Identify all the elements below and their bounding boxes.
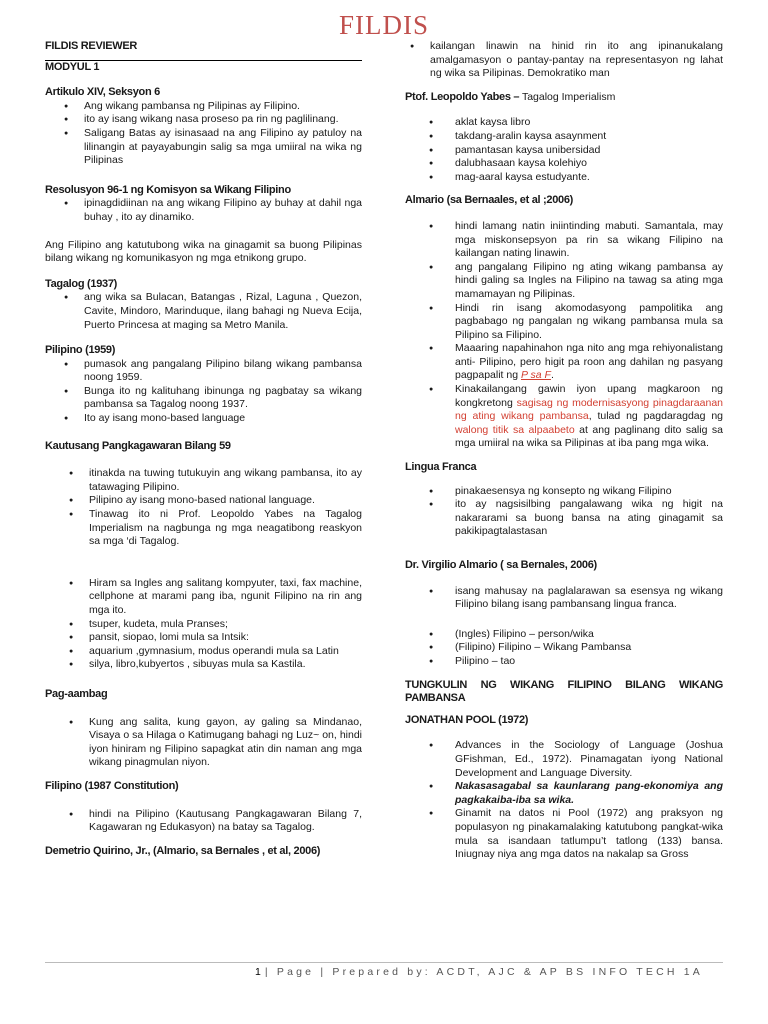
page-footer (255, 966, 703, 978)
list-item: ● itinakda na tuwing tutukuyin ang wikang pambansa, ito ay tatawaging Pilipino. (45, 467, 362, 494)
list-item: ● hindi na Pilipino (Kautusang Pangkagawaran Bilang 7, Kagawaran ng Edukasyon) na batay sa Tagalog. (45, 808, 362, 835)
bullet-list (45, 467, 362, 549)
list-item: ● aquarium ,gymnasium, modus operandi mula sa Latin (45, 645, 362, 659)
bullet-list (405, 40, 723, 81)
bullet-list (45, 808, 362, 835)
section-heading-yabes (405, 91, 723, 105)
bullet-list (405, 485, 723, 539)
list-item: ● silya, libro,kubyertos , sibuyas mula sa Kastila. (45, 658, 362, 672)
modyul-heading: MODYUL 1 (45, 60, 100, 73)
list-item: ● pinakaesensya ng konsepto ng wikang Filipino (405, 485, 723, 499)
list-item: ● ang wika sa Bulacan, Batangas , Rizal, Laguna , Quezon, Cavite, Mindoro, Marinduque, ilang bahagi ng Nueva Ecija, Puerto Princesa at maging sa Metro Manila. (45, 291, 362, 332)
list-item: ● Kung ang salita, kung gayon, ay galing sa Mindanao, Visaya o sa Hilaga o Katimugang bahagi ng Luz~ on, hindi iyon hiniram ng Filipino sapagkat atin din naman ang mga wikang pinagmulan niyon. (45, 716, 362, 770)
list-item: ● ipinagdidiinan na ang wikang Filipino ay buhay at dahil nga buhay , ito ay dinamiko. (45, 197, 362, 224)
page-title: FILDIS (338, 10, 429, 40)
bullet-list (45, 358, 362, 426)
list-item: ● Ginamit na datos ni Pool (1972) ang praksyon ng populasyon ng pinakamalaking katutubong pangkat-wika mula sa isandaan tatlumpu’t tatlong (133) bansa. Iniugnay niya ang mga datos na nakalap sa Gross (405, 807, 723, 861)
footer-text: | Page | Prepared by: ACDT, AJC & AP BS INFO TECH 1A (264, 966, 704, 978)
page-number: 1 (255, 966, 261, 978)
bullet-list (45, 100, 362, 168)
list-item: ● isang mahusay na paglalarawan sa esensya ng wikang Filipino bilang isang pambansang lingua franca. (405, 585, 723, 612)
list-item: ● pamantasan kaysa unibersidad (405, 144, 723, 158)
text-run: . (550, 369, 554, 382)
list-item: ● Advances in the Sociology of Language (Joshua GFishman, Ed., 1972). Pinamagatan iyong National Development and Language Diversity. (405, 739, 723, 780)
list-item: ● pumasok ang pangalang Pilipino bilang wikang pambansa noong 1959. (45, 358, 362, 385)
text-run: , tulad ng pagdaragdag ng (588, 410, 724, 423)
section-heading: JONATHAN POOL (1972) (405, 713, 529, 726)
list-item: ● mag-aaral kaysa estudyante. (405, 171, 723, 185)
list-item: ● kailangan linawin na hinid rin ito ang ipinanukalang amalgamasyon o pantay-pantay na representasyon ng lahat ng wika sa Pilipinas. Demokratiko man (405, 40, 723, 81)
section-heading: Resolusyon 96-1 ng Komisyon sa Wikang Filipino (45, 183, 291, 196)
list-item: ● ito ay nagsisilbing pangalawang wika ng higit na nakararami sa buong bansa na ating ginagamit sa pakikipagtalastasan (405, 498, 723, 539)
bullet-list (45, 577, 362, 672)
bullet-list (45, 197, 362, 224)
list-item: ● Pilipino – tao (405, 655, 723, 669)
list-item: ● Ito ay isang mono-based language (45, 412, 362, 426)
highlight-text: sagisag ng modernisasyong pinagdaraanan ng ating wikang pambansa (455, 396, 723, 423)
list-item: ● aklat kaysa libro (405, 116, 723, 130)
list-item: ● Saligang Batas ay isinasaad na ang Filipino ay patuloy na lilinangin at payayabungin salig sa mga umiiral na wika ng Pilipinas (45, 127, 362, 168)
text-run: at ang paglinang dito salig sa mga umiiral na wika sa Pilipinas at iba pang mga wika. (455, 423, 723, 450)
bullet-list (405, 116, 723, 184)
section-heading: Almario (sa Bernaales, et al ;2006) (405, 194, 574, 207)
list-item: ● Nakasasagabal sa kaunlarang pang-ekonomiya ang pagkakaiba-iba sa wika. (405, 780, 723, 807)
bullet-list (405, 628, 723, 669)
list-item: ● ito ay isang wikang nasa proseso pa rin ng paglilinang. (45, 113, 362, 127)
list-item: ● dalubhasaan kaysa kolehiyo (405, 157, 723, 171)
list-item: ● Ang wikang pambansa ng Pilipinas ay Filipino. (45, 100, 362, 114)
section-heading: Pilipino (1959) (45, 344, 116, 357)
bullet-list (405, 585, 723, 612)
list-item: ● pansit, siopao, lomi mula sa Intsik: (45, 631, 362, 645)
footer-divider (45, 962, 723, 963)
section-heading: Tagalog (1937) (45, 277, 118, 290)
highlight-text: walong titik sa alpaabeto (455, 423, 575, 436)
list-item: ● Hindi rin isang akomodasyong pampolitika ang pagbabago ng pangalan ng wikang pambansa mula sa Pilipino sa Filipino. (405, 302, 723, 343)
yabes-heading: Ptof. Leopoldo Yabes – (405, 90, 520, 103)
list-item: ● hindi lamang natin iniintinding mabuti. Samantala, may mga miskonsepsyon pa rin sa wikang Filipino na kailangan nating linawin. (405, 220, 723, 261)
reviewer-heading: FILDIS REVIEWER (45, 40, 362, 61)
list-item: ● (Ingles) Filipino – person/wika (405, 628, 723, 642)
list-item: ● Pilipino ay isang mono-based national language. (45, 494, 362, 508)
bullet-list (45, 291, 362, 332)
section-heading: TUNGKULIN NG WIKANG FILIPINO BILANG WIKANG PAMBANSA (405, 678, 723, 705)
right-column (405, 40, 723, 862)
list-item: ● Bunga ito ng kalituhang ibinunga ng pagbatay sa wikang pambansa sa Tagalog noong 1937. (45, 385, 362, 412)
section-heading: Dr. Virgilio Almario ( sa Bernales, 2006) (405, 559, 597, 571)
list-item: ● ang pangalang Filipino ng ating wikang pambansa ay hindi galing sa Ingles na Filipino na tawag sa ating mga mamamayan ng Pilipinas. (405, 261, 723, 302)
yabes-subtitle: Tagalog Imperialism (519, 90, 616, 103)
list-item: ● takdang-aralin kaysa asaynment (405, 130, 723, 144)
list-item: ● Tinawag ito ni Prof. Leopoldo Yabes na Tagalog Imperialism na nagbunga ng mga neagatibong reaskyon sa mga ‘di Tagalog. (45, 508, 362, 549)
list-item: ● (Filipino) Filipino – Wikang Pambansa (405, 641, 723, 655)
section-heading: Pag-aambag (45, 687, 108, 700)
highlight-text: P sa F (520, 369, 551, 382)
list-item (405, 383, 723, 451)
text-run: Kinakailangang gawin iyon upang magkaroon ng kongkretong (455, 383, 723, 409)
section-heading: Lingua Franca (405, 461, 477, 474)
bullet-list (405, 220, 723, 451)
left-column (45, 40, 362, 858)
section-heading: Filipino (1987 Constitution) (45, 779, 179, 792)
bullet-list (405, 739, 723, 861)
list-item: ● tsuper, kudeta, mula Pranses; (45, 618, 362, 632)
list-item (405, 342, 723, 383)
section-heading: Artikulo XIV, Seksyon 6 (45, 86, 160, 99)
section-heading: Demetrio Quirino, Jr., (Almario, sa Bernales , et al, 2006) (45, 844, 321, 857)
list-item: ● Hiram sa Ingles ang salitang kompyuter, taxi, fax machine, cellphone at marami pang iba, ngunit Filipino na rin ang mga ito. (45, 577, 362, 618)
section-heading: Kautusang Pangkagawaran Bilang 59 (45, 439, 231, 452)
paragraph: Ang Filipino ang katutubong wika na ginagamit sa buong Pilipinas bilang wikang ng komunikasyon ng mga etnikong grupo. (45, 238, 362, 265)
text-run: Maaaring napahinahon nga nito ang mga rehiyonalistang anti- Pilipino, pero higit pa roon ang dahilan ng pasyang pagpapalit ng (455, 342, 723, 382)
bullet-list (45, 716, 362, 770)
